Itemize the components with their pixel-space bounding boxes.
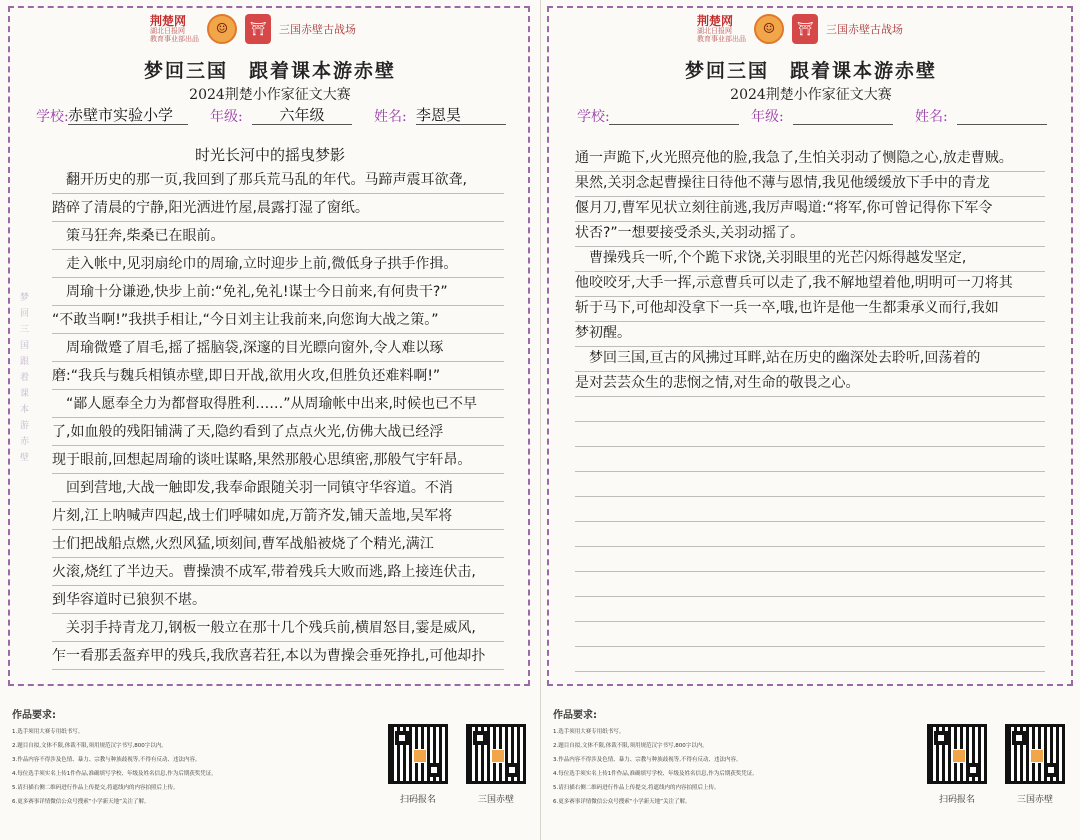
school-field[interactable]: 赤壁市实验小学 — [68, 104, 188, 125]
contest-title: 梦回三国 跟着课本游赤壁 — [143, 60, 396, 82]
essay-line: 策马狂奔,柴桑已在眼前。 — [52, 224, 504, 250]
essay-line: 通一声跪下,火光照亮他的脸,我急了,生怕关羽动了恻隐之心,放走曹贼。 — [575, 146, 1045, 172]
essay-line: 关羽手持青龙刀,钢板一般立在那十几个残兵前,横眉怒目,霎是威风, — [52, 616, 504, 642]
essay-line — [575, 396, 1045, 422]
essay-line — [575, 521, 1045, 547]
contest-title: 梦回三国 跟着课本游赤壁 — [684, 60, 937, 82]
requirement-item: 3.作品内容不得涉及色情、暴力、宗教与种族歧视等,不得有反动、违法内容。 — [12, 757, 201, 763]
school-label: 学校: — [36, 109, 69, 125]
essay-line — [575, 621, 1045, 647]
essay-line: “鄙人愿奉全力为都督取得胜利……”从周瑜帐中出来,时候也已不早 — [52, 392, 504, 418]
essay-line: 磨:“我兵与魏兵相镇赤壁,即日开战,欲用火攻,但胜负还难料啊!” — [52, 364, 504, 390]
sponsor-logos — [150, 10, 356, 48]
requirement-item: 6.更多赛事详情微信公众号搜索“小学新天地”关注了解。 — [553, 799, 691, 805]
signup-qr-code[interactable] — [388, 724, 448, 784]
logo1-sub2: 教育事业部出品 — [697, 35, 746, 43]
logo1-sub2: 教育事业部出品 — [150, 35, 199, 43]
entrant-info-row — [577, 104, 1047, 126]
name-field[interactable]: 李恩昊 — [416, 104, 506, 125]
chibi-qr-label: 三国赤壁 — [1016, 795, 1053, 805]
requirement-item: 5.请扫描右侧二维码进行作品上传提交,将遮线内的内容拍照后上传。 — [12, 785, 179, 791]
essay-line: 火滚,烧红了半边天。曹操溃不成军,带着残兵大败而逃,路上接连伏击, — [52, 560, 504, 586]
requirement-item: 1.选手须用大赛专用纸书写。 — [553, 729, 625, 735]
essay-line: 曹操残兵一听,个个跪下求饶,关羽眼里的光芒闪烁得越发坚定, — [575, 246, 1045, 272]
requirements-block — [553, 706, 933, 809]
logo1-name: 荆楚网 — [697, 14, 734, 28]
mascot-icon: ☺ — [207, 14, 237, 44]
essay-line: 偃月刀,曹军见状立刻往前逃,我厉声喝道:“将军,你可曾记得你下军令 — [575, 196, 1045, 222]
essay-line — [575, 421, 1045, 447]
requirement-item: 2.题目自拟,文体不限,体裁不限,须用规范汉字书写,800字以内。 — [553, 743, 708, 749]
logo1-name: 荆楚网 — [150, 14, 187, 28]
essay-line: 士们把战船点燃,火烈风猛,顷刻间,曹军战船被烧了个精光,满江 — [52, 532, 504, 558]
essay-line: 回到营地,大战一触即发,我奉命跟随关羽一同镇守华容道。不消 — [52, 476, 504, 502]
name-label: 姓名: — [915, 109, 948, 125]
logo3-name: 三国赤壁古战场 — [279, 23, 356, 36]
requirements-heading: 作品要求: — [553, 710, 597, 721]
requirement-item: 2.题目自拟,文体不限,体裁不限,须用规范汉字书写,800字以内。 — [12, 743, 167, 749]
essay-line — [575, 496, 1045, 522]
grade-label: 年级: — [210, 109, 243, 125]
essay-line: 状否?”一想要接受杀头,关羽动摇了。 — [575, 221, 1045, 247]
essay-title: 时光长河中的摇曳梦影 — [194, 146, 345, 164]
chibi-seal-icon: ⛩ — [792, 14, 818, 44]
essay-line: 翻开历史的那一页,我回到了那兵荒马乱的年代。马蹄声震耳欲聋, — [52, 168, 504, 194]
requirement-item: 1.选手须用大赛专用纸书写。 — [12, 729, 84, 735]
essay-line: 梦初醒。 — [575, 321, 1045, 347]
essay-line — [575, 546, 1045, 572]
grade-field[interactable]: 六年级 — [252, 104, 352, 125]
school-label: 学校: — [577, 109, 610, 125]
essay-line: 周瑜十分谦逊,快步上前:“免礼,免礼!谋士今日前来,有何贵干?” — [52, 280, 504, 306]
essay-line: 到华容道时已狼狈不堪。 — [52, 588, 504, 614]
essay-line: 乍一看那丢盔弃甲的残兵,我欣喜若狂,本以为曹操会垂死挣扎,可他却扑 — [52, 644, 504, 670]
essay-line — [575, 646, 1045, 672]
name-field[interactable] — [957, 104, 1047, 125]
grade-label: 年级: — [751, 109, 784, 125]
essay-line: 走入帐中,见羽扇纶巾的周瑜,立时迎步上前,微低身子拱手作揖。 — [52, 252, 504, 278]
essay-line: 他咬咬牙,大手一挥,示意曹兵可以走了,我不解地望着他,明明可一刀将其 — [575, 271, 1045, 297]
entry-sheet-page-2 — [540, 0, 1080, 840]
sponsor-logos — [697, 10, 903, 48]
requirement-item: 3.作品内容不得涉及色情、暴力、宗教与种族歧视等,不得有反动、违法内容。 — [553, 757, 742, 763]
mascot-icon: ☺ — [754, 14, 784, 44]
chibi-seal-icon: ⛩ — [245, 14, 271, 44]
name-label: 姓名: — [374, 109, 407, 125]
essay-line — [575, 446, 1045, 472]
logo1-sub1: 湖北日报网 — [150, 27, 185, 35]
requirements-block — [12, 706, 392, 809]
essay-line: 片刻,江上呐喊声四起,战士们呼啸如虎,万箭齐发,铺天盖地,吴军将 — [52, 504, 504, 530]
essay-line: 梦回三国,亘古的风拂过耳畔,站在历史的幽深处去聆听,回荡着的 — [575, 346, 1045, 372]
essay-line: 现于眼前,回想起周瑜的谈吐谋略,果然那般心思缜密,那般气宇轩昂。 — [52, 448, 504, 474]
requirement-item: 5.请扫描右侧二维码进行作品上传提交,将遮线内的内容拍照后上传。 — [553, 785, 720, 791]
essay-line: “不敢当啊!”我拱手相让,“今日刘主让我前来,向您询大战之策。” — [52, 308, 504, 334]
jingchu-logo — [150, 15, 199, 43]
logo3-name: 三国赤壁古战场 — [826, 23, 903, 36]
requirements-heading: 作品要求: — [12, 710, 56, 721]
signup-qr-label: 扫码报名 — [938, 795, 975, 805]
chibi-qr-label: 三国赤壁 — [477, 795, 514, 805]
essay-line — [575, 596, 1045, 622]
essay-line: 是对芸芸众生的悲悯之情,对生命的敬畏之心。 — [575, 371, 1045, 397]
essay-line: 斩于马下,可他却没拿下一兵一卒,哦,也许是他一生都秉承义而行,我如 — [575, 296, 1045, 322]
requirement-item: 6.更多赛事详情微信公众号搜索“小学新天地”关注了解。 — [12, 799, 150, 805]
signup-qr-label: 扫码报名 — [399, 795, 436, 805]
requirement-item: 4.每位选手须实名上传1件作品,准确填写学校、年级及姓名信息,作为后期获奖凭证。 — [12, 771, 217, 777]
logo1-sub1: 湖北日报网 — [697, 27, 732, 35]
requirement-item: 4.每位选手须实名上传1件作品,准确填写学校、年级及姓名信息,作为后期获奖凭证。 — [553, 771, 758, 777]
chibi-qr-code[interactable] — [466, 724, 526, 784]
entrant-info-row — [36, 104, 506, 126]
essay-line: 踏碎了清晨的宁静,阳光洒进竹屋,晨露打湿了窗纸。 — [52, 196, 504, 222]
essay-line: 果然,关羽念起曹操往日待他不薄与恩情,我见他缓缓放下手中的青龙 — [575, 171, 1045, 197]
essay-line — [575, 471, 1045, 497]
essay-line — [575, 571, 1045, 597]
grade-field[interactable] — [793, 104, 893, 125]
contest-subtitle: 2024荆楚小作家征文大赛 — [730, 87, 892, 103]
chibi-qr-code[interactable] — [1005, 724, 1065, 784]
margin-watermark: 梦回三国跟着课本游赤壁 — [20, 293, 30, 463]
essay-line: 周瑜微蹙了眉毛,摇了摇脑袋,深邃的目光瞟向窗外,令人难以琢 — [52, 336, 504, 362]
signup-qr-code[interactable] — [927, 724, 987, 784]
jingchu-logo — [697, 15, 746, 43]
school-field[interactable] — [609, 104, 739, 125]
contest-subtitle: 2024荆楚小作家征文大赛 — [189, 87, 351, 103]
essay-line: 了,如血般的残阳铺满了天,隐约看到了点点火光,仿佛大战已经浮 — [52, 420, 504, 446]
